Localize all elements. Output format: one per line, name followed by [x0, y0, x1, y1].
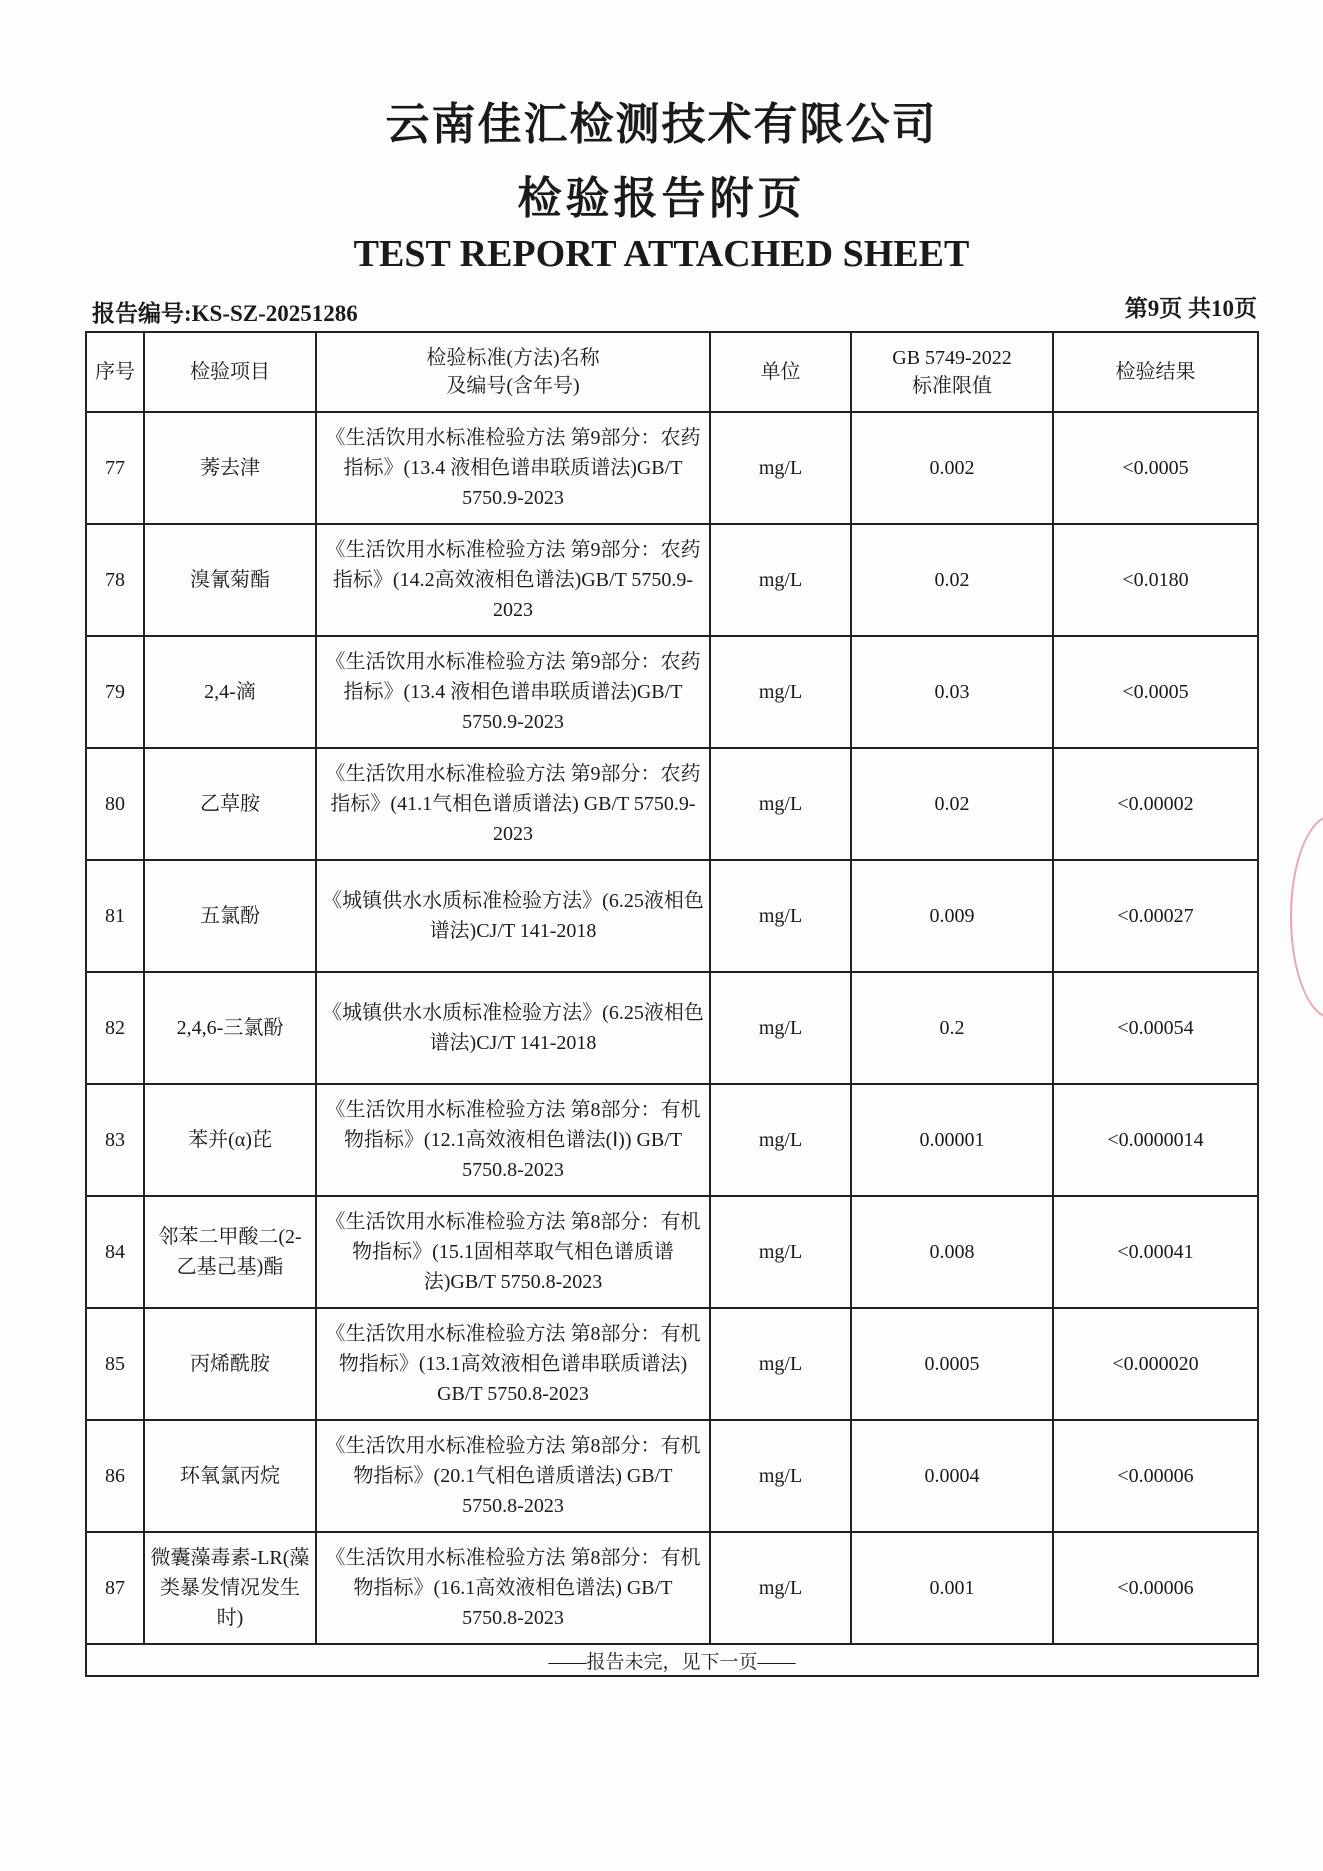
english-title: TEST REPORT ATTACHED SHEET [353, 233, 970, 275]
table-row [86, 1532, 1258, 1644]
row-limit: 0.0004 [851, 1420, 1053, 1532]
row-standard: 《生活饮用水标准检验方法 第9部分：农药指标》(13.4 液相色谱串联质谱法)GB/T 5750.9-2023 [316, 636, 710, 748]
row-seq: 83 [86, 1084, 144, 1196]
table-header-row [86, 332, 1258, 412]
row-standard: 《生活饮用水标准检验方法 第9部分：农药指标》(41.1气相色谱质谱法) GB/T 5750.9-2023 [316, 748, 710, 860]
header-limit-line1: GB 5749-2022 [892, 347, 1012, 369]
row-result: <0.00006 [1053, 1532, 1258, 1644]
row-limit: 0.2 [851, 972, 1053, 1084]
row-item: 溴氰菊酯 [144, 524, 316, 636]
row-unit: mg/L [710, 1308, 851, 1420]
row-item: 邻苯二甲酸二(2-乙基己基)酯 [144, 1196, 316, 1308]
row-seq: 79 [86, 636, 144, 748]
row-standard: 《城镇供水水质标准检验方法》(6.25液相色谱法)CJ/T 141-2018 [316, 972, 710, 1084]
row-unit: mg/L [710, 1532, 851, 1644]
header-limit-line2: 标准限值 [912, 375, 992, 397]
official-seal-fragment [1290, 815, 1323, 1019]
row-standard: 《生活饮用水标准检验方法 第9部分：农药指标》(14.2高效液相色谱法)GB/T 5750.9-2023 [316, 524, 710, 636]
header-seq: 序号 [86, 332, 144, 412]
row-limit: 0.00001 [851, 1084, 1053, 1196]
row-seq: 86 [86, 1420, 144, 1532]
row-result: <0.00006 [1053, 1420, 1258, 1532]
report-subtitle: 检验报告附页 [517, 173, 806, 224]
row-unit: mg/L [710, 748, 851, 860]
table-row [86, 972, 1258, 1084]
row-unit: mg/L [710, 860, 851, 972]
table-row [86, 524, 1258, 636]
table-row [86, 636, 1258, 748]
row-item: 微囊藻毒素-LR(藻类暴发情况发生时) [144, 1532, 316, 1644]
row-result: <0.000020 [1053, 1308, 1258, 1420]
row-result: <0.00002 [1053, 748, 1258, 860]
row-limit: 0.02 [851, 748, 1053, 860]
row-unit: mg/L [710, 636, 851, 748]
row-result: <0.0005 [1053, 412, 1258, 524]
header-standard-line1: 检验标准(方法)名称 [426, 347, 600, 369]
header-result: 检验结果 [1053, 332, 1258, 412]
row-seq: 87 [86, 1532, 144, 1644]
row-standard: 《城镇供水水质标准检验方法》(6.25液相色谱法)CJ/T 141-2018 [316, 860, 710, 972]
row-item: 环氧氯丙烷 [144, 1420, 316, 1532]
row-unit: mg/L [710, 1084, 851, 1196]
table-row [86, 748, 1258, 860]
row-limit: 0.0005 [851, 1308, 1053, 1420]
row-limit: 0.009 [851, 860, 1053, 972]
row-seq: 85 [86, 1308, 144, 1420]
table-row [86, 412, 1258, 524]
row-limit: 0.03 [851, 636, 1053, 748]
row-unit: mg/L [710, 1420, 851, 1532]
row-standard: 《生活饮用水标准检验方法 第8部分：有机物指标》(20.1气相色谱质谱法) GB/T 5750.8-2023 [316, 1420, 710, 1532]
row-unit: mg/L [710, 524, 851, 636]
row-item: 乙草胺 [144, 748, 316, 860]
table-footer-row [86, 1644, 1258, 1676]
table-row [86, 860, 1258, 972]
row-unit: mg/L [710, 412, 851, 524]
table-row [86, 1308, 1258, 1420]
row-result: <0.0000014 [1053, 1084, 1258, 1196]
row-limit: 0.02 [851, 524, 1053, 636]
row-seq: 84 [86, 1196, 144, 1308]
row-item: 苯并(α)芘 [144, 1084, 316, 1196]
table-row [86, 1420, 1258, 1532]
row-result: <0.0180 [1053, 524, 1258, 636]
row-unit: mg/L [710, 1196, 851, 1308]
header-item: 检验项目 [144, 332, 316, 412]
results-table [85, 331, 1259, 1677]
row-seq: 80 [86, 748, 144, 860]
header-standard-line2: 及编号(含年号) [446, 375, 580, 397]
row-limit: 0.002 [851, 412, 1053, 524]
row-seq: 77 [86, 412, 144, 524]
row-item: 莠去津 [144, 412, 316, 524]
table-row [86, 1196, 1258, 1308]
row-limit: 0.001 [851, 1532, 1053, 1644]
row-item: 2,4,6-三氯酚 [144, 972, 316, 1084]
row-standard: 《生活饮用水标准检验方法 第8部分：有机物指标》(13.1高效液相色谱串联质谱法) GB/T 5750.8-2023 [316, 1308, 710, 1420]
report-number: 报告编号:KS-SZ-20251286 [92, 301, 358, 326]
header-standard [316, 332, 710, 412]
page-info: 第9页 共10页 [1124, 296, 1257, 321]
header-limit [851, 332, 1053, 412]
table-row [86, 1084, 1258, 1196]
company-name: 云南佳汇检测技术有限公司 [385, 99, 938, 150]
row-item: 2,4-滴 [144, 636, 316, 748]
row-item: 丙烯酰胺 [144, 1308, 316, 1420]
row-result: <0.00041 [1053, 1196, 1258, 1308]
row-seq: 82 [86, 972, 144, 1084]
row-seq: 81 [86, 860, 144, 972]
row-standard: 《生活饮用水标准检验方法 第9部分：农药指标》(13.4 液相色谱串联质谱法)GB/T 5750.9-2023 [316, 412, 710, 524]
header-unit: 单位 [710, 332, 851, 412]
row-standard: 《生活饮用水标准检验方法 第8部分：有机物指标》(15.1固相萃取气相色谱质谱法)GB/T 5750.8-2023 [316, 1196, 710, 1308]
row-item: 五氯酚 [144, 860, 316, 972]
row-result: <0.00027 [1053, 860, 1258, 972]
row-result: <0.00054 [1053, 972, 1258, 1084]
row-standard: 《生活饮用水标准检验方法 第8部分：有机物指标》(12.1高效液相色谱法(Ⅰ)) GB/T 5750.8-2023 [316, 1084, 710, 1196]
row-result: <0.0005 [1053, 636, 1258, 748]
row-unit: mg/L [710, 972, 851, 1084]
row-seq: 78 [86, 524, 144, 636]
row-limit: 0.008 [851, 1196, 1053, 1308]
continuation-note: ——报告未完，见下一页—— [86, 1644, 1258, 1676]
row-standard: 《生活饮用水标准检验方法 第8部分：有机物指标》(16.1高效液相色谱法) GB/T 5750.8-2023 [316, 1532, 710, 1644]
